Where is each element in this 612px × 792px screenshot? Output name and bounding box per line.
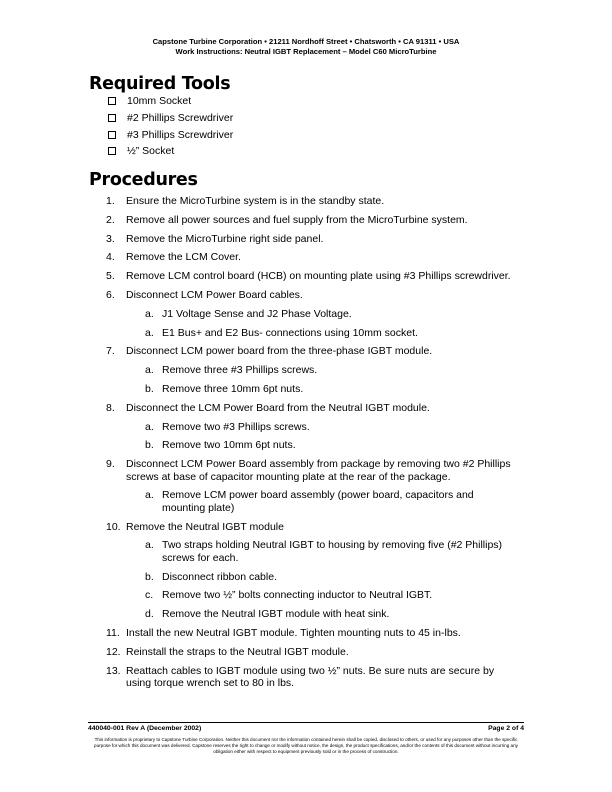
step-number: 4. — [106, 251, 115, 264]
procedure-step — [0, 627, 516, 639]
step-text: Remove all power sources and fuel supply from the MicroTurbine system. — [126, 213, 468, 226]
procedure-substep — [0, 489, 508, 514]
procedure-step — [0, 289, 516, 301]
procedure-step — [0, 402, 516, 414]
step-number: 11. — [106, 626, 120, 639]
substep-text: Two straps holding Neutral IGBT to housing by removing five (#2 Phillips) screws for each. — [162, 539, 503, 564]
step-text: Remove the Neutral IGBT module — [126, 520, 284, 533]
step-number: 12. — [106, 645, 121, 658]
procedure-substep — [0, 308, 508, 320]
step-text: Disconnect LCM Power Board assembly from package by removing two #2 Phillips screws at base of capacitor mounting plate at the rear of the package. — [126, 458, 511, 483]
disclaimer: This information is proprietary to Capstone Turbine Corporation. Neither this document nor the information contained herein shall be copied, disclosed to others, or used for any purposes other than the specific purpose for which this document was delivered. Capstone reserves the right to change or modify without notice, the design, the product specifications, and/or the contents of this document without incurring any obligation either with respect to equipment previously sold or in the process of construction. — [94, 737, 518, 754]
substep-letter: a. — [145, 307, 154, 320]
substep-letter: b. — [145, 382, 154, 395]
step-number: 7. — [106, 345, 115, 358]
procedure-substep — [0, 539, 508, 564]
step-text: Remove the MicroTurbine right side panel. — [126, 232, 324, 245]
substep-letter: a. — [145, 326, 154, 339]
step-number: 13. — [106, 664, 121, 677]
step-number: 9. — [106, 458, 115, 471]
procedure-substep — [0, 327, 508, 339]
document-id: 440040-001 Rev A (December 2002) — [88, 725, 202, 732]
step-number: 8. — [106, 401, 115, 414]
substep-text: Remove the Neutral IGBT module with heat sink. — [162, 608, 390, 621]
page-number: Page 2 of 4 — [488, 725, 524, 732]
step-text: Disconnect the LCM Power Board from the Neutral IGBT module. — [126, 401, 430, 414]
checkbox-icon — [108, 97, 116, 105]
step-text: Ensure the MicroTurbine system is in the standby state. — [126, 195, 385, 207]
procedure-step — [0, 345, 516, 357]
procedure-substep — [0, 571, 508, 583]
procedure-substep — [0, 421, 508, 433]
checkbox-icon — [108, 147, 116, 155]
substep-letter: a. — [145, 420, 154, 433]
header-company-line: Capstone Turbine Corporation • 21211 Nordhoff Street • Chatsworth • CA 91311 • USA — [152, 37, 460, 46]
procedure-step — [0, 195, 516, 207]
step-text: Install the new Neutral IGBT module. Tighten mounting nuts to 45 in-lbs. — [126, 626, 461, 639]
step-number: 6. — [106, 288, 115, 301]
substep-text: Remove LCM power board assembly (power board, capacitors and mounting plate) — [162, 489, 474, 514]
procedure-list — [0, 195, 612, 696]
substep-letter: a. — [145, 539, 154, 552]
step-number: 10. — [106, 520, 121, 533]
footer-row — [88, 725, 524, 737]
tool-label: #3 Phillips Screwdriver — [127, 128, 234, 141]
tool-label: #2 Phillips Screwdriver — [127, 111, 234, 124]
procedure-step — [0, 646, 516, 658]
substep-letter: a. — [145, 489, 154, 502]
procedure-substep — [0, 589, 508, 601]
step-text: Reinstall the straps to the Neutral IGBT module. — [126, 645, 349, 658]
substep-text: Remove two ½” bolts connecting inductor to Neutral IGBT. — [162, 589, 433, 602]
substep-letter: a. — [145, 364, 154, 377]
checkbox-icon — [108, 131, 116, 139]
step-text: Remove LCM control board (HCB) on mounting plate using #3 Phillips screwdriver. — [126, 270, 511, 283]
procedure-step — [0, 270, 516, 282]
step-number: 1. — [106, 195, 115, 207]
procedure-step — [0, 665, 516, 690]
tool-label: ½” Socket — [127, 145, 175, 158]
procedure-step — [0, 233, 516, 245]
substep-text: Remove three #3 Phillips screws. — [162, 364, 318, 377]
substep-letter: b. — [145, 570, 154, 583]
step-number: 5. — [106, 270, 115, 283]
procedures-heading: Procedures — [89, 170, 198, 190]
substep-text: Remove two 10mm 6pt nuts. — [162, 439, 296, 452]
page-footer — [88, 722, 524, 755]
step-number: 2. — [106, 213, 115, 226]
page-header — [0, 37, 612, 58]
substep-letter: c. — [145, 589, 154, 602]
substep-text: J1 Voltage Sense and J2 Phase Voltage. — [162, 307, 352, 320]
step-text: Disconnect LCM Power Board cables. — [126, 288, 303, 301]
substep-text: Remove three 10mm 6pt nuts. — [162, 382, 304, 395]
substep-text: Disconnect ribbon cable. — [162, 570, 277, 583]
procedure-substep — [0, 364, 508, 376]
step-text: Disconnect LCM power board from the three-phase IGBT module. — [126, 345, 433, 358]
required-tools-heading: Required Tools — [89, 74, 231, 94]
procedure-substep — [0, 439, 508, 451]
header-title-line: Work Instructions: Neutral IGBT Replacement – Model C60 MicroTurbine — [175, 47, 437, 57]
substep-text: Remove two #3 Phillips screws. — [162, 420, 310, 433]
procedure-substep — [0, 383, 508, 395]
step-text: Reattach cables to IGBT module using two ½” nuts. Be sure nuts are secure by using torque wrench set to 80 in lbs. — [126, 664, 495, 689]
step-text: Remove the LCM Cover. — [126, 251, 241, 264]
substep-text: E1 Bus+ and E2 Bus- connections using 10mm socket. — [162, 326, 418, 339]
step-number: 3. — [106, 232, 115, 245]
procedure-step — [0, 521, 516, 533]
procedure-substep — [0, 608, 508, 620]
procedure-step — [0, 214, 516, 226]
substep-letter: b. — [145, 439, 154, 452]
tool-label: 10mm Socket — [127, 95, 192, 107]
checkbox-icon — [108, 114, 116, 122]
substep-letter: d. — [145, 608, 154, 621]
procedure-step — [0, 458, 516, 483]
procedure-step — [0, 251, 516, 263]
